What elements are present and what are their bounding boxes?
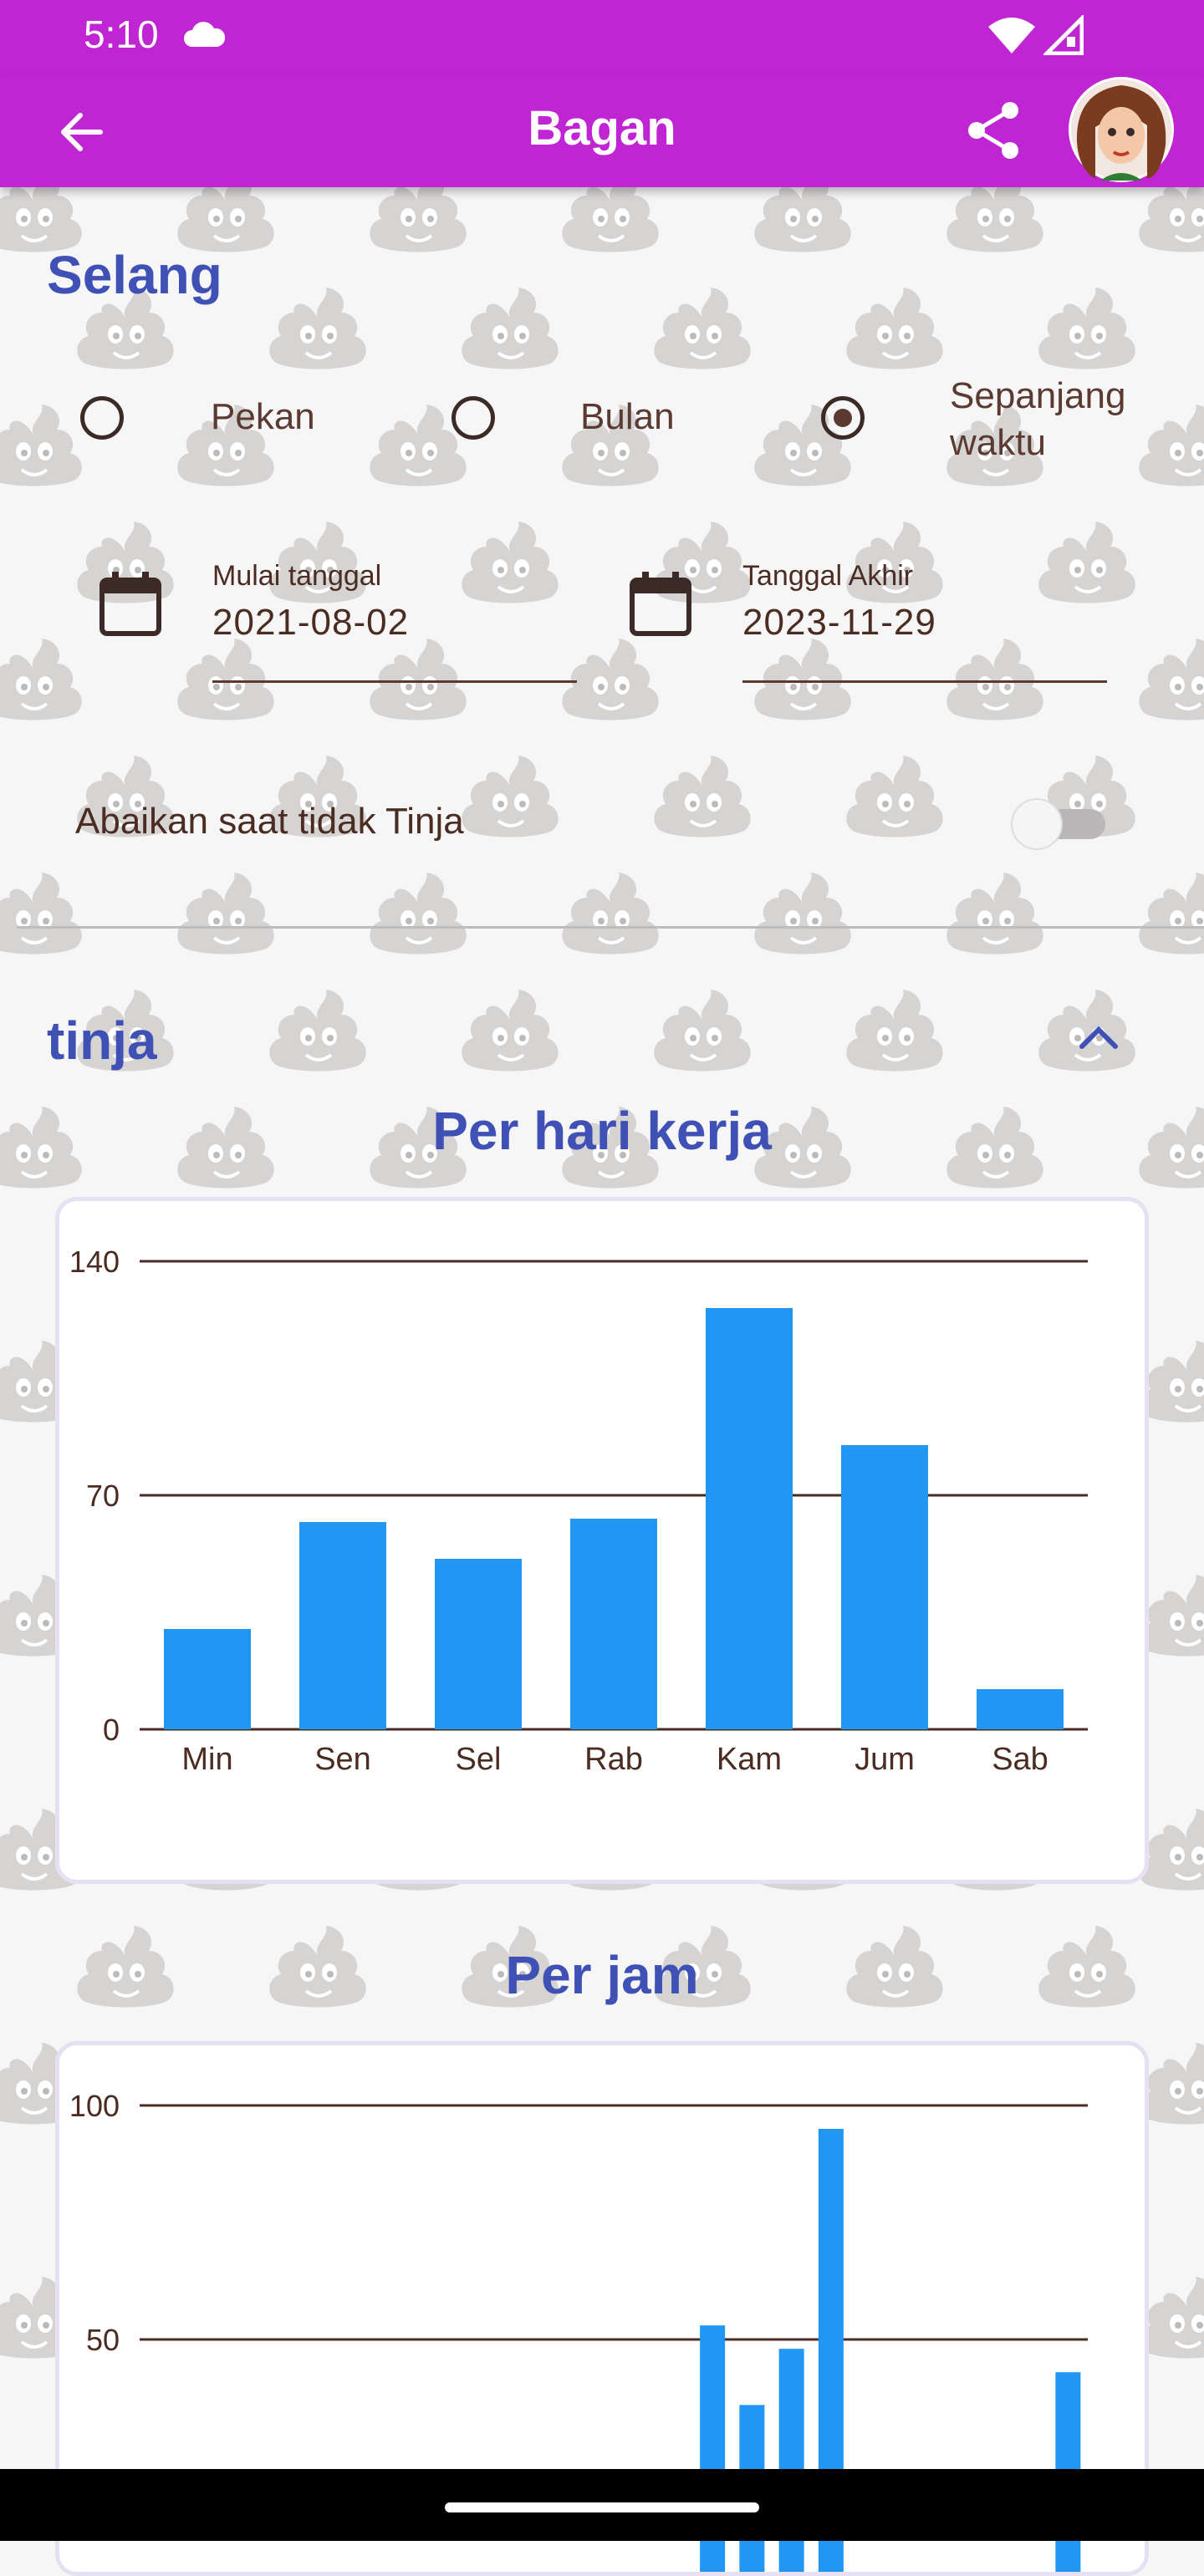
bar [435,1559,522,1729]
wifi-icon [987,15,1037,57]
cellular-signal-icon [1043,15,1084,55]
avatar[interactable] [1067,75,1176,184]
y-tick-label: 140 [69,1245,120,1279]
chart-title-weekday: Per hari kerja [432,1101,772,1161]
divider [17,926,1204,929]
poop-pattern-icon [269,990,365,1072]
share-button[interactable] [962,99,1025,162]
poop-pattern-icon [654,756,750,837]
radio-all-time[interactable] [821,396,865,440]
y-tick-label: 50 [85,2323,120,2357]
start-date-label: Mulai tanggal [212,560,382,592]
y-tick-label: 0 [102,1713,120,1747]
ignore-toggle-label: Abaikan saat tidak Tinja [75,801,464,842]
poop-pattern-icon [946,873,1043,955]
poop-pattern-icon [177,639,273,720]
poop-pattern-icon [0,639,82,720]
poop-pattern-icon [1139,405,1204,486]
y-tick-label: 70 [85,1479,120,1513]
poop-pattern-icon [654,990,750,1072]
x-tick-label: Min [181,1742,233,1777]
bar [841,1445,928,1729]
page-title: Bagan [528,101,676,155]
radio-month[interactable] [452,396,495,440]
cloud-icon [182,20,226,50]
poop-pattern-icon [946,639,1043,720]
status-time: 5:10 [84,13,159,56]
x-tick-label: Rab [584,1742,643,1777]
weekday-bar-chart [59,1201,1145,1880]
section-title: tinja [47,1011,157,1071]
poop-pattern-icon [654,288,750,369]
poop-pattern-icon [1139,639,1204,720]
poop-pattern-icon [0,873,82,955]
chevron-up-icon[interactable] [1075,1021,1122,1055]
end-date-underline [742,680,1107,683]
chart-title-hourly: Per jam [505,1945,699,2005]
calendar-icon[interactable] [629,570,692,637]
x-tick-label: Sab [992,1742,1048,1777]
end-date-label: Tanggal Akhir [742,560,914,592]
poop-pattern-icon [562,873,658,955]
bar [977,1689,1064,1729]
poop-pattern-icon [1038,288,1135,369]
radio-week[interactable] [80,396,124,440]
poop-pattern-icon [846,756,942,837]
radio-month-label: Bulan [580,396,675,437]
chart-card-weekday [55,1197,1149,1884]
x-tick-label: Kam [716,1742,783,1777]
start-date-underline [212,680,577,683]
poop-pattern-icon [1038,522,1135,603]
app-bar [0,75,1204,187]
y-tick-label: 100 [69,2089,120,2123]
x-tick-label: Sen [314,1742,371,1777]
poop-pattern-icon [370,639,466,720]
bar [570,1519,657,1729]
radio-week-label: Pekan [211,396,315,437]
poop-pattern-icon [462,288,558,369]
bar [706,1308,793,1729]
poop-pattern-icon [846,990,942,1072]
poop-pattern-icon [846,288,942,369]
poop-pattern-icon [370,873,466,955]
poop-pattern-icon [462,756,558,837]
calendar-icon[interactable] [99,570,162,637]
bar [299,1522,386,1729]
end-date-field[interactable]: 2023-11-29 [742,602,936,643]
x-tick-label: Jum [855,1742,915,1777]
status-bar [0,0,1204,75]
poop-pattern-icon [462,990,558,1072]
poop-pattern-icon [754,873,850,955]
navigation-bar [0,2469,1204,2541]
home-gesture-pill[interactable] [445,2502,759,2512]
x-tick-label: Sel [455,1742,502,1777]
start-date-field[interactable]: 2021-08-02 [212,602,410,643]
poop-pattern-icon [177,873,273,955]
poop-pattern-icon [754,639,850,720]
bar [164,1629,251,1729]
poop-pattern-icon [462,522,558,603]
poop-pattern-icon [0,405,82,486]
range-title: Selang [47,245,222,305]
poop-pattern-icon [1139,873,1204,955]
ignore-toggle[interactable] [1007,794,1120,853]
poop-pattern-icon [269,288,365,369]
poop-pattern-icon [562,639,658,720]
radio-all-time-label: Sepanjang waktu [950,375,1126,463]
